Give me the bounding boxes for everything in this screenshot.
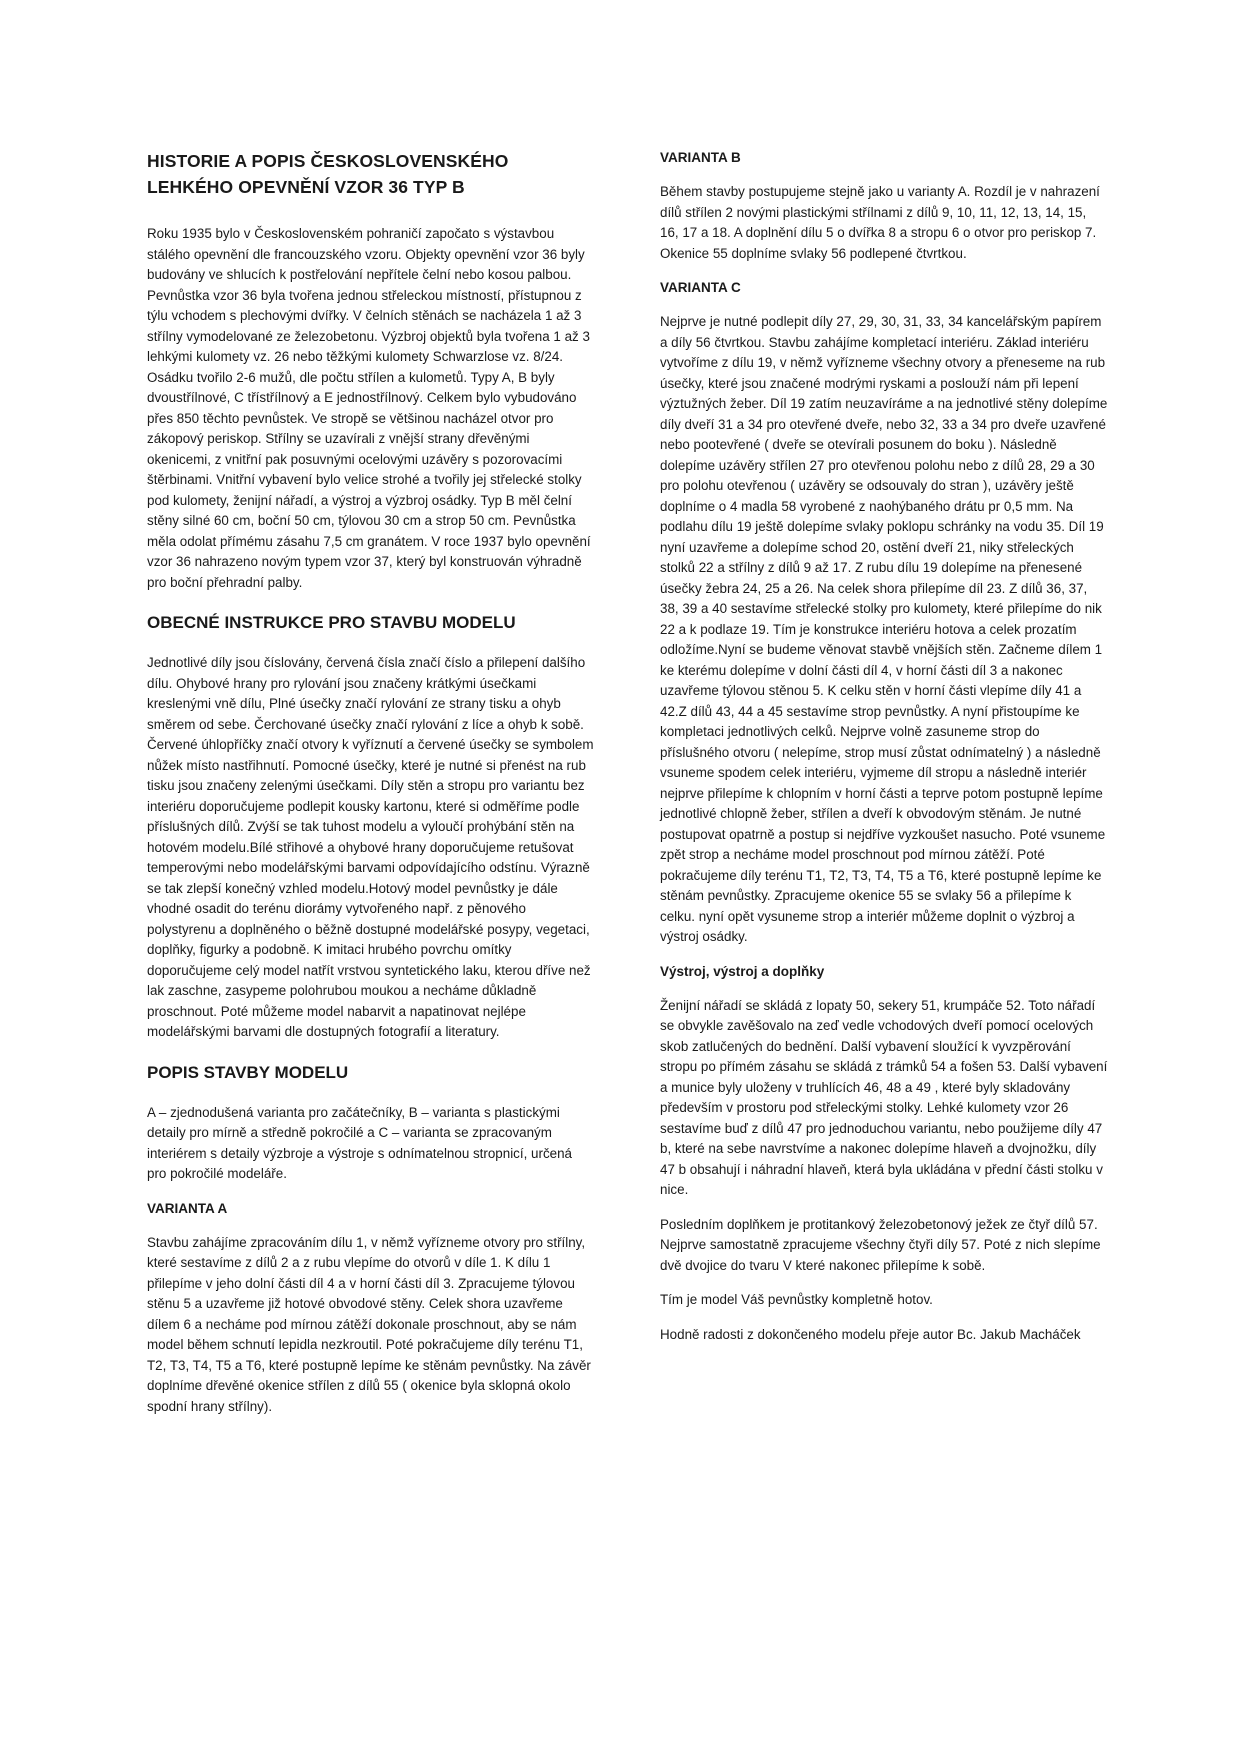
variant-a-heading: VARIANTA A [147, 1200, 228, 1216]
document-title: HISTORIE A POPIS ČESKOSLOVENSKÉHO LEHKÉHO OPEVNĚNÍ VZOR 36 TYP B [147, 151, 509, 197]
instructions-heading: OBECNÉ INSTRUKCE PRO STAVBU MODELU [147, 613, 516, 632]
build-paragraph: A – zjednodušená varianta pro začátečníky, B – varianta s plastickými detaily pro mírně a středně pokročilé a C – varianta se zpracovaným interiérem s detaily výzbroje a výstroje s odnímatelnou stropnicí, určená pro pokročilé modeláře. [147, 1104, 572, 1181]
variant-b-paragraph: Během stavby postupujeme stejně jako u varianty A. Rozdíl je v nahrazení dílů střílen 2 novými plastickými střílnami z dílů 9, 10, 11, 12, 13, 14, 15, 16, 17 a 18. A doplnění dílu 5 o dvířka 8 a stropu 6 o otvor pro periskop 7. Okenice 55 doplníme svlaky 56 podlepené čtvrtkou. [660, 184, 1100, 261]
equipment-heading: Výstroj, výstroj a doplňky [660, 963, 825, 979]
equipment-paragraph: Ženijní nářadí se skládá z lopaty 50, sekery 51, krumpáče 52. Toto nářadí se obvykle zavěšovalo na zeď vedle vchodových dveří pomocí ocelových skob zatlučených do bednění. Další vybavení sloužící k vyvzpěrování stropu po přímém zásahu se skládá z trámků 54 a fošen 53. Další vybavení a munice byly uloženy v truhlících 46, 48 a 49 , které byly skladovány především v prostoru pod střeleckými stolky. Lehké kulomety vzor 26 sestavíme buď z dílů 47 pro jednoduchou variantu, nebo použijeme díly 47 b, které na sebe navrstvíme a nakonec dolepíme hlaveň a dvojnožku, díly 47 b obsahují i náhradní hlaveň, která byla ukládána v přední části stolku v nice. [660, 997, 1108, 1197]
variant-c-paragraph: Nejprve je nutné podlepit díly 27, 29, 30, 31, 33, 34 kancelářským papírem a díly 56 čtvrtkou. Stavbu zahájíme kompletací interiéru. Základ interiéru vytvoříme z dílu 19, v němž vyřízneme všechny otvory a přeneseme na rub úsečky, které jsou značené modrými ryskami a poslouží nám při lepení výztužných žeber. Díl 19 zatím neuzavíráme a na jednotlivé stěny dolepíme díly dveří 31 a 34 pro otevřené dveře, nebo 32, 33 a 34 pro dveře uzavřené nebo pootevřené ( dveře se otevírali posunem do boku ). Následně dolepíme uzávěry střílen 27 pro otevřenou polohu nebo z dílů 28, 29 a 30 pro polohu otevřenou ( uzávěry se odsouvaly do stran ), uzávěry ještě doplníme o 4 madla 58 vyrobené z naohýbaného drátu pr 0,5 mm. Na podlahu dílu 19 ještě dolepíme svlaky poklopu schránky na vodu 35. Díl 19 nyní uzavřeme a dolepíme schod 20, ostění dveří 21, niky střeleckých stolků 22 a střílny z dílů 9 až 17. Z rubu dílu 19 dolepíme na přenesené úsečky žebra 24, 25 a 26. Na celek shora přilepíme díl 23. Z dílů 36, 37, 38, 39 a 40 sestavíme střelecké stolky pro kulomety, které přilepíme do nik 22 a k podlaze 19. Tím je konstrukce interiéru hotova a celek prozatím odložíme.Nyní se budeme věnovat stavbě vnějších stěn. Začneme dílem 1 ke kterému dolepíme v dolní části díl 4, v horní části díl 3 a nakonec uzavřeme týlovou stěnou 5. K celku stěn v horní části vlepíme díly 41 a 42.Z dílů 43, 44 a 45 sestavíme strop pevnůstky. A nyní přistoupíme ke kompletaci jednotlivých celků. Nejprve volně zasuneme strop do příslušného otvoru ( nelepíme, strop musí zůstat odnímatelný ) a následně vsuneme spodem celek interiéru, vyjmeme díl stropu a následně interiér nejprve přilepíme k chlopním v horní části a teprve potom postupně lepíme jednotlivé chlopně žeber, střílen a dveří k obvodovým stěnám. Je nutné postupovat opatrně a postup si nejdříve vyzkoušet nasucho. Poté vsuneme zpět strop a necháme model proschnout pod mírnou zátěží. Poté pokračujeme díly terénu T1, T2, T3, T4, T5 a T6, které postupně lepíme ke stěnám pevnůstky. Zpracujeme okenice 55 se svlaky 56 a přilepíme k celku. nyní opět vysuneme strop a interiér můžeme doplnit o výzbroj a výstroj osádky. [660, 314, 1108, 944]
hedgehog-paragraph: Posledním doplňkem je protitankový železobetonový ježek ze čtyř dílů 57. Nejprve samostatně zpracujeme všechny čtyři díly 57. Poté z nich slepíme dvě dvojice do tvaru V které nakonec přilepíme k sobě. [660, 1216, 1101, 1273]
closing-paragraph: Hodně radosti z dokončeného modelu přeje autor Bc. Jakub Macháček [660, 1326, 1081, 1342]
right-column [660, 148, 1108, 1359]
instructions-paragraph: Jednotlivé díly jsou číslovány, červená čísla značí číslo a přilepení dalšího dílu. Ohybové hrany pro rylování jsou značeny krátkými úsečkami kreslenými vně dílu, Plné úsečky značí rylování ze strany tisku a ohyb směrem od sebe. Čerchované úsečky značí rylování z líce a ohyb k sobě. Červené úhlopříčky značí otvory k vyříznutí a červené úsečky se symbolem nůžek místo nastřihnutí. Pomocné úsečky, které je nutné si přenést na rub tisku jsou značeny zelenými úsečkami. Díly stěn a stropu pro variantu bez interiéru doporučujeme podlepit kousky kartonu, které si odměříme podle příslušných dílů. Zvýší se tak tuhost modelu a vyloučí prohýbání stěn na hotovém modelu.Bílé střihové a ohybové hrany doporučujeme retušovat temperovými nebo modelářskými barvami odpovídajícího odstínu. Výrazně se tak zlepší konečný vzhled modelu.Hotový model pevnůstky je dále vhodné osadit do terénu diorámy vytvořeného např. z pěnového polystyrenu a doplněného o běžně dostupné modelářské posypy, vegetaci, doplňky, figurky a podobně. K imitaci hrubého povrchu omítky doporučujeme celý model natřít vrstvou syntetického laku, kterou dříve než lak zaschne, zasypeme polohrubou moukou a necháme důkladně proschnout. Poté můžeme model nabarvit a napatinovat nejlépe modelářskými barvami dle dostupných fotografií a literatury. [147, 655, 594, 1039]
variant-c-heading: VARIANTA C [660, 280, 741, 295]
left-column [147, 148, 595, 1431]
variant-b-heading: VARIANTA B [660, 150, 741, 165]
completion-paragraph: Tím je model Váš pevnůstky kompletně hotov. [660, 1292, 933, 1307]
history-paragraph: Roku 1935 bylo v Československém pohraničí započato s výstavbou stálého opevnění dle francouzského vzoru. Objekty opevnění vzor 36 byly budovány ve shlucích k postřelování nepřítele čelní nebo kosou palbou. Pevnůstka vzor 36 byla tvořena jednou střeleckou místností, přístupnou z týlu vchodem s plechovými dvířky. V čelních stěnách se nacházela 1 až 3 střílny vymodelované ze železobetonu. Výzbroj objektů byla tvořena 1 až 3 lehkými kulomety vz. 26 nebo těžkými kulomety Schwarzlose vz. 8/24. Osádku tvořilo 2-6 mužů, dle počtu střílen a kulometů. Typy A, B byly dvoustřílnové, C třístřílnový a E jednostřílnový. Celkem bylo vybudováno přes 850 těchto pevnůstek. Ve stropě se většinou nacházel otvor pro zákopový periskop. Střílny se uzavírali z vnější strany dřevěnými okenicemi, z vnitřní pak posuvnými ocelovými uzávěry s pozorovacími štěrbinami. Vnitřní vybavení bylo velice strohé a tvořily jej střelecké stolky pod kulomety, ženijní nářadí, a výstroj a výzbroj osádky. Typ B měl čelní stěny silné 60 cm, boční 50 cm, týlovou 30 cm a strop 50 cm. Pevnůstka měla odolat přímému zásahu 7,5 cm granátem. V roce 1937 bylo opevnění vzor 36 nahrazeno novým typem vzor 37, který byl konstruován výhradně pro boční přehradní palby. [147, 226, 591, 590]
build-heading: POPIS STAVBY MODELU [147, 1062, 349, 1082]
variant-a-paragraph: Stavbu zahájíme zpracováním dílu 1, v němž vyřízneme otvory pro střílny, které sestavíme z dílů 2 a z rubu vlepíme do otvorů v díle 1. K dílu 1 přilepíme v jeho dolní části díl 4 a v horní části díl 3. Zpracujeme týlovou stěnu 5 a uzavřeme již hotové obvodové stěny. Celek shora uzavřeme dílem 6 a necháme pod mírnou zátěží dokonale proschnout, aby se nám model během schnutí lepidla nezkroutil. Poté pokračujeme díly terénu T1, T2, T3, T4, T5 a T6, které postupně lepíme ke stěnám pevnůstky. Na závěr doplníme dřevěné okenice střílen z dílů 55 ( okenice byla sklopná okolo spodní hrany střílny). [147, 1234, 591, 1414]
